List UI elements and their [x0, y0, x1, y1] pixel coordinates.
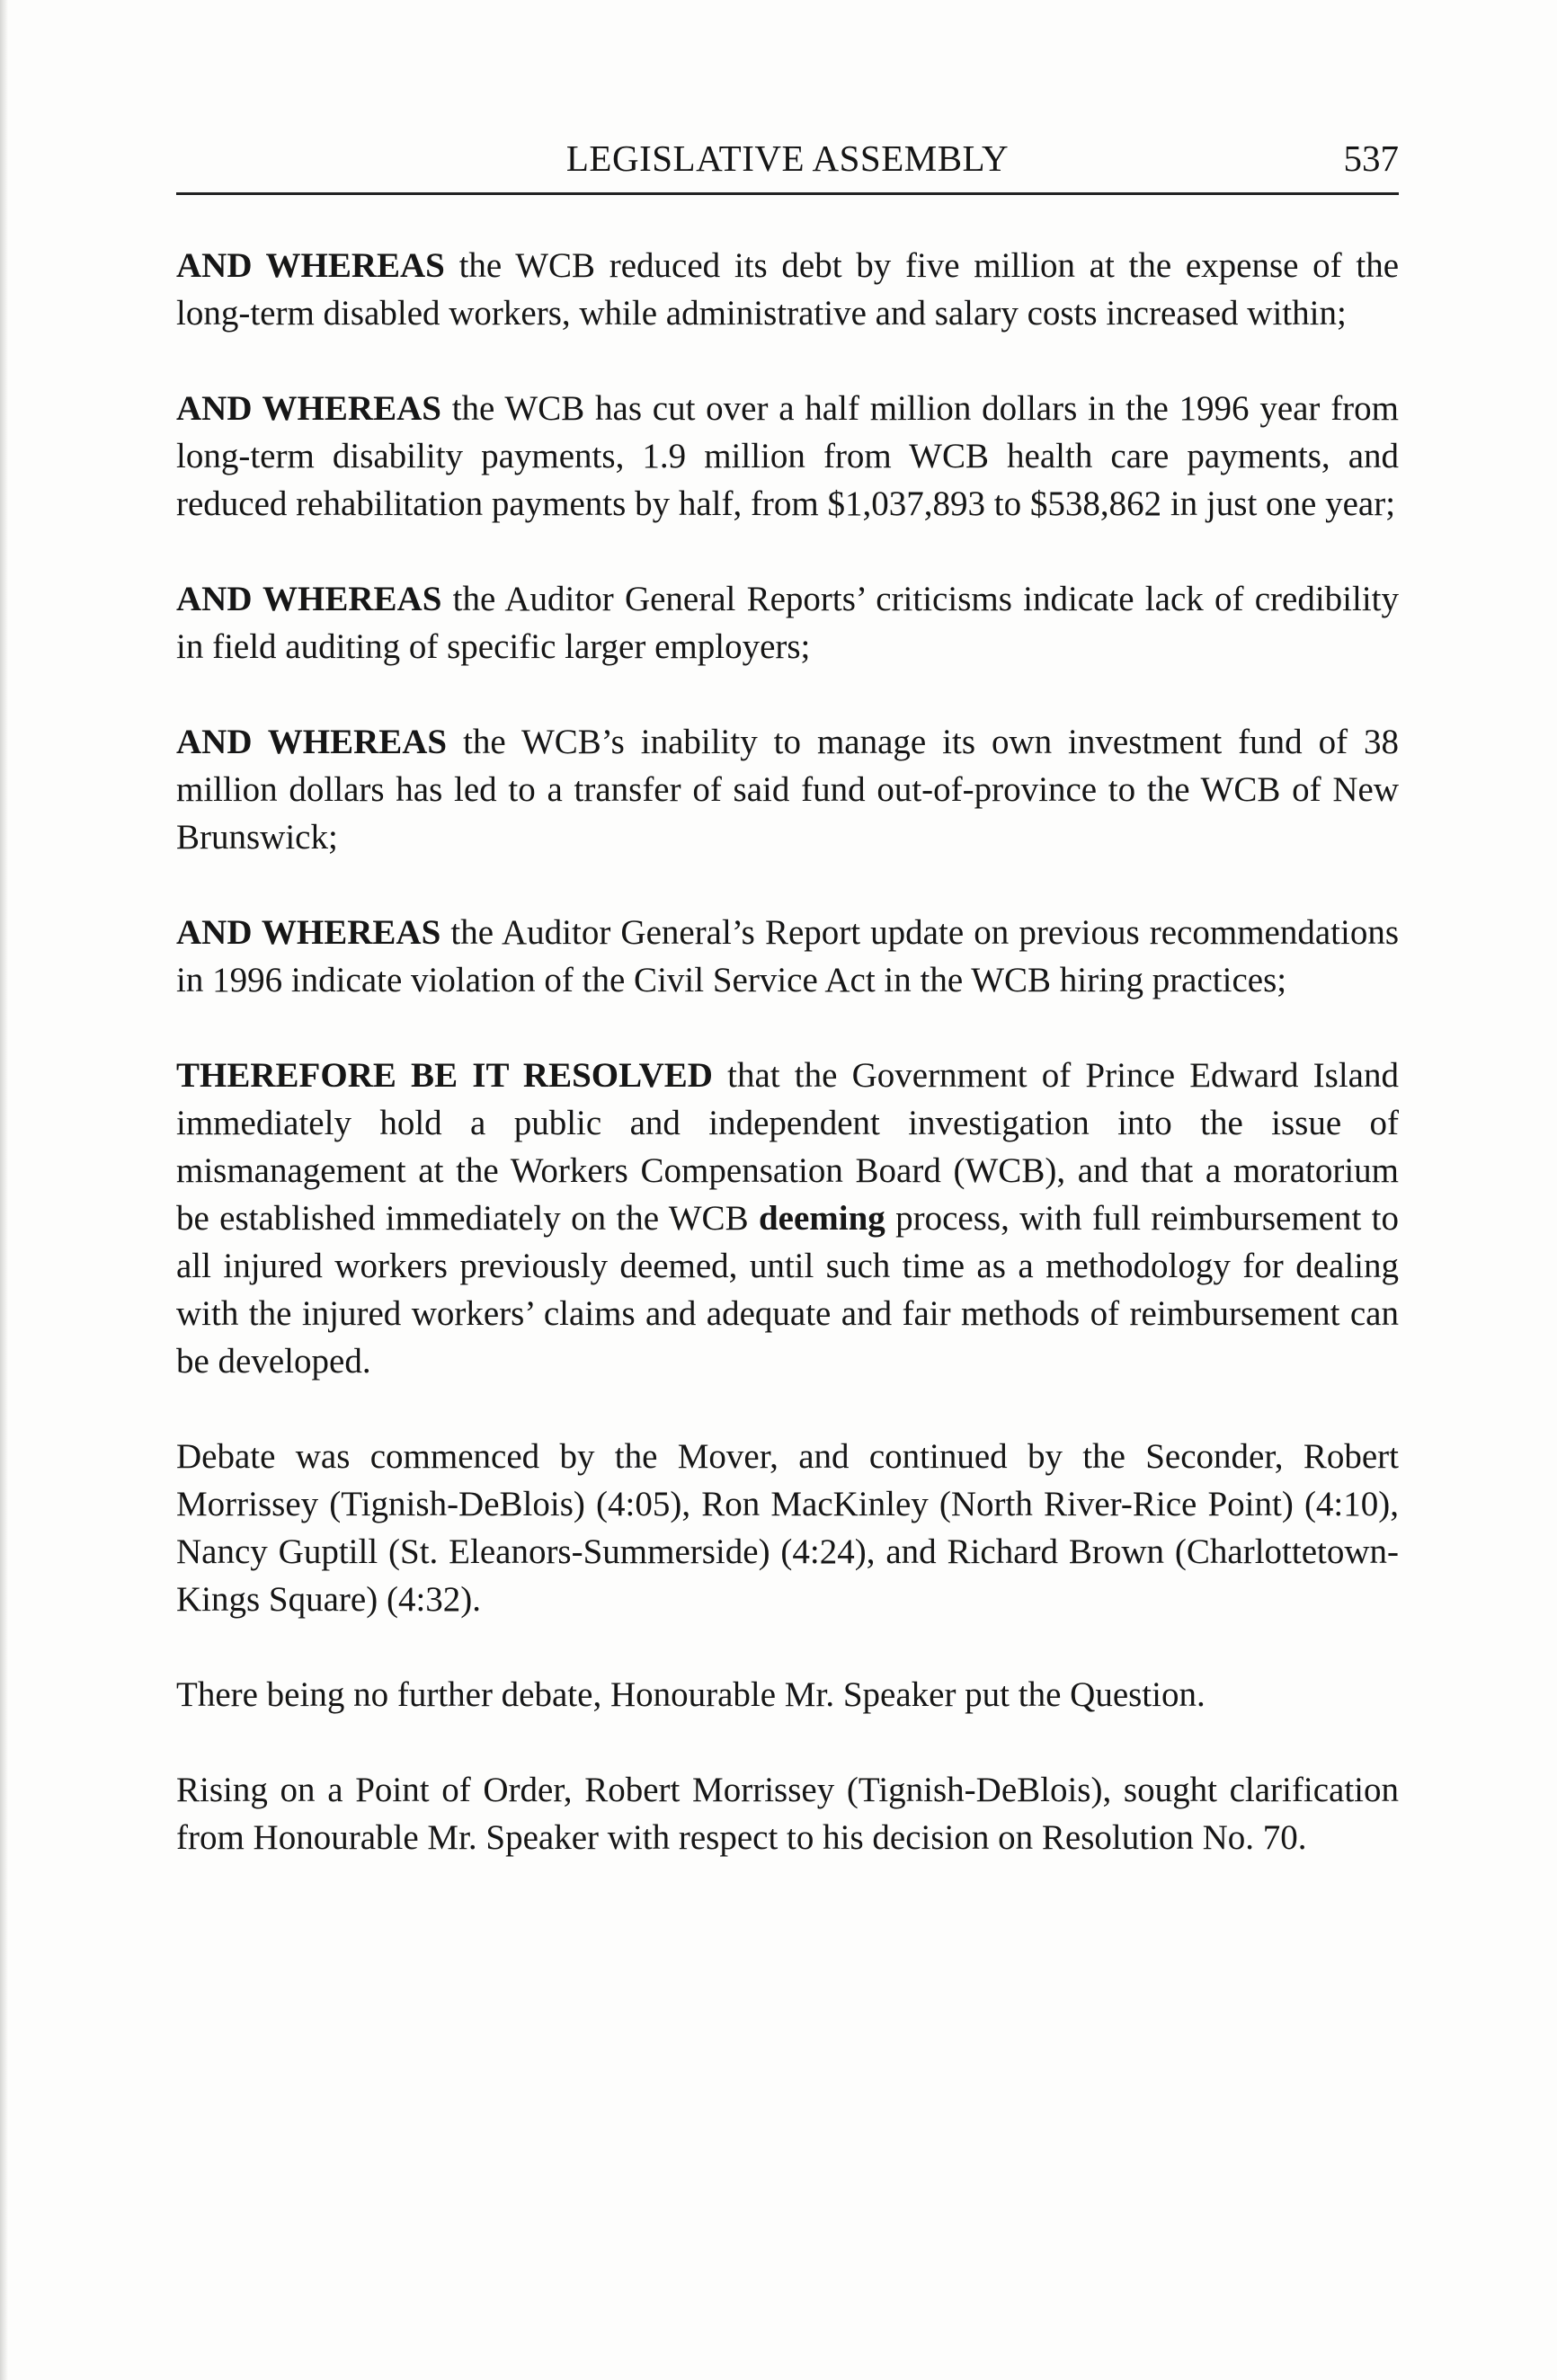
whereas-paragraph-3	[176, 575, 1399, 670]
running-head-title: LEGISLATIVE ASSEMBLY	[565, 138, 1010, 179]
point-of-order-paragraph: Rising on a Point of Order, Robert Morrissey (Tignish-DeBlois), sought clarification from Honourable Mr. Speaker with respect to his decision on Resolution No. 70.	[176, 1771, 1399, 1857]
whereas-lead: AND WHEREAS	[176, 389, 441, 428]
paragraph-text: the WCB’s inability to manage its own investment fund of 38 million dollars has led to a transfer of said fund out-of-province to the WCB of New Brunswick;	[176, 723, 1399, 857]
paragraph-text: the Auditor General’s Report update on previous recommendations in 1996 indicate violation of the Civil Service Act in the WCB hiring practices;	[176, 913, 1400, 999]
debate-paragraph: Debate was commenced by the Mover, and continued by the Seconder, Robert Morrissey (Tignish-DeBlois) (4:05), Ron MacKinley (North River-Rice Point) (4:10), Nancy Guptill (St. Eleanors-Summerside) (4:24), and Richard Brown (Charlottetown-Kings Square) (4:32).	[176, 1437, 1399, 1619]
paragraph-text: the WCB has cut over a half million dollars in the 1996 year from long-term disability payments, 1.9 million from WCB health care payments, and reduced rehabilitation payments by half, from $1,037,893 to $538,862 in just one year;	[176, 389, 1399, 523]
whereas-lead: AND WHEREAS	[176, 580, 442, 618]
page-header	[176, 135, 1399, 192]
paragraph-text: the Auditor General Reports’ criticisms indicate lack of credibility in field auditing of specific larger employers;	[176, 580, 1400, 666]
resolved-paragraph	[176, 1052, 1399, 1385]
whereas-paragraph-1	[176, 242, 1399, 337]
paragraph-text: the WCB reduced its debt by five million at the expense of the long-term disabled workers, while administrative and salary costs increased within;	[176, 246, 1400, 333]
whereas-paragraph-4	[176, 718, 1399, 861]
document-body	[176, 242, 1399, 1909]
whereas-lead: AND WHEREAS	[176, 723, 448, 761]
resolved-lead: THEREFORE BE IT RESOLVED	[176, 1056, 713, 1095]
whereas-paragraph-2	[176, 385, 1399, 528]
paragraph-text: that the Government of Prince Edward Island immediately hold a public and independent investigation into the issue of mismanagement at the Workers Compensation Board (WCB), and that a moratorium be established immediately on the WCB	[176, 1056, 1399, 1238]
question-paragraph: There being no further debate, Honourable Mr. Speaker put the Question.	[176, 1675, 1206, 1714]
page-number: 537	[1343, 138, 1399, 179]
whereas-paragraph-5	[176, 909, 1399, 1004]
whereas-lead: AND WHEREAS	[176, 913, 441, 952]
page-edge-shadow	[0, 0, 8, 2380]
header-rule	[176, 192, 1399, 195]
whereas-lead: AND WHEREAS	[176, 246, 445, 285]
paragraph-text: process, with full reimbursement to all injured workers previously deemed, until such time as a methodology for dealing with the injured workers’ claims and adequate and fair methods of reimbursement can be developed.	[176, 1199, 1399, 1381]
emphasis-deeming: deeming	[758, 1199, 885, 1238]
